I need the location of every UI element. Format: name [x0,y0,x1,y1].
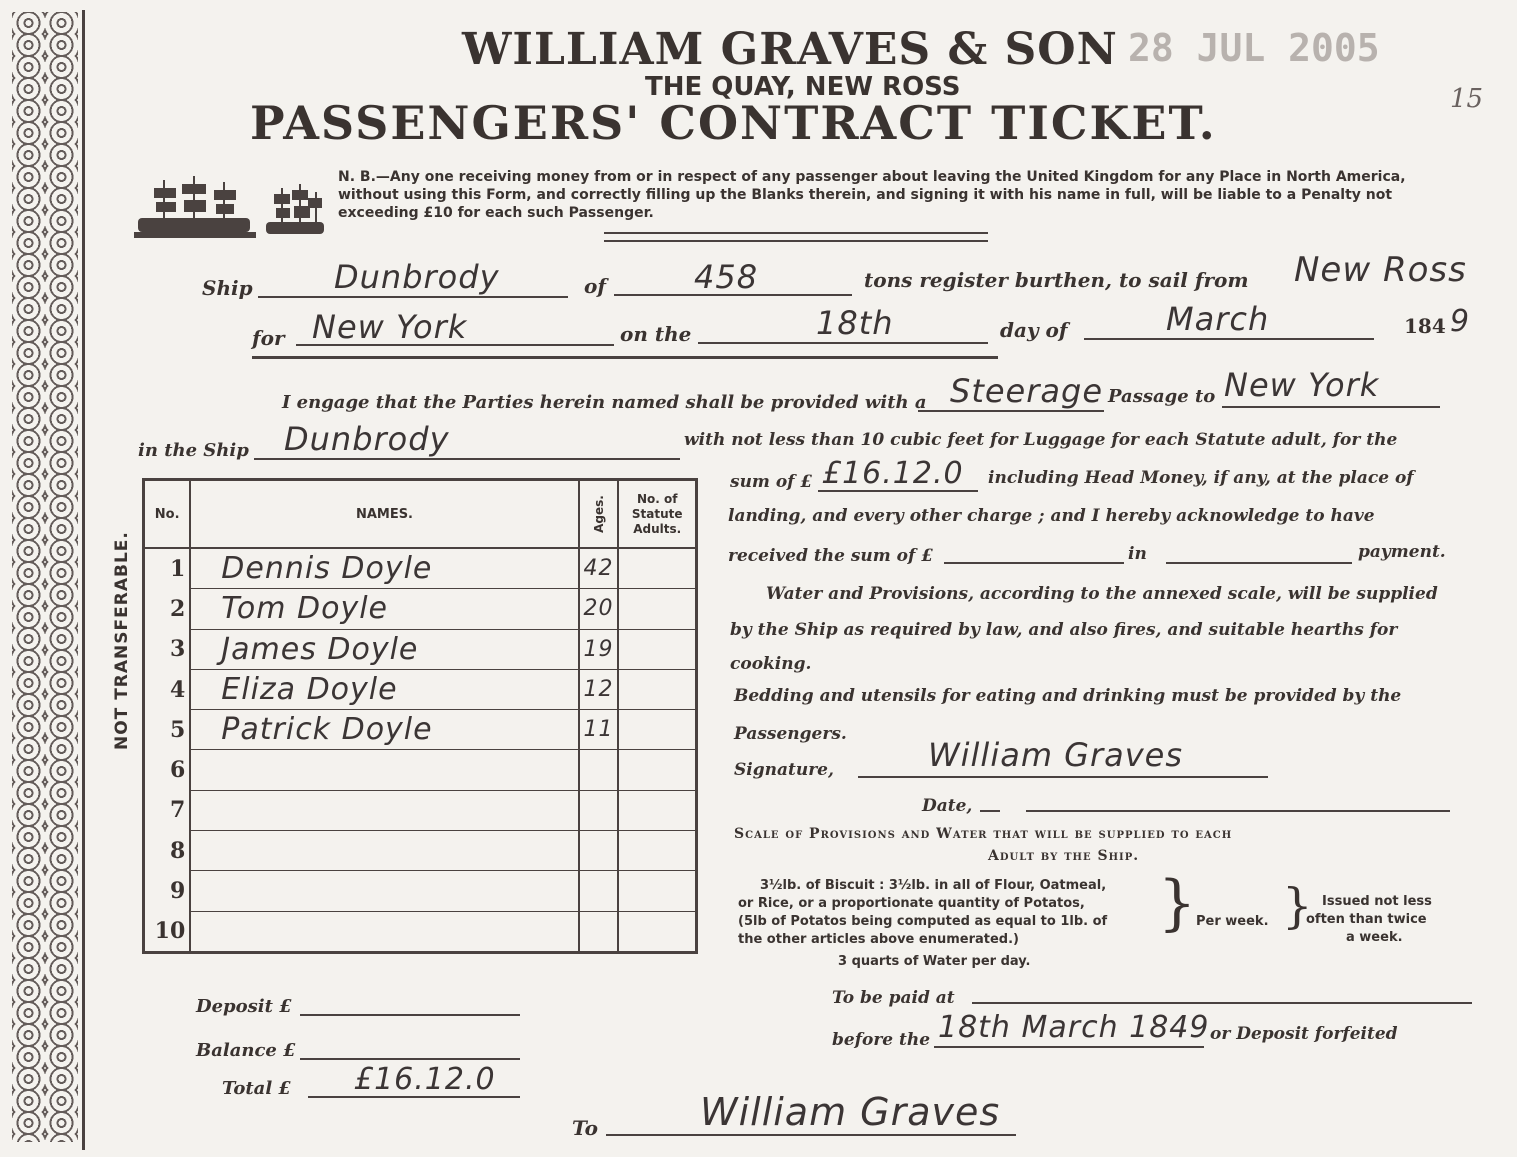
brace: } [1282,878,1313,934]
month-line [1084,338,1374,340]
in-ship-line [254,458,680,460]
scale-line: or Rice, or a proportionate quantity of Potatos, [738,896,1085,911]
passenger-name [190,750,578,790]
passenger-name: Patrick Doyle [190,710,578,750]
recipient-name: William Graves [700,1090,1001,1134]
statute-adults [618,548,696,589]
to-label: To [572,1116,598,1140]
signature-line [858,776,1268,778]
passenger-age [579,911,619,952]
statute-adults [618,669,696,709]
by-ship-text: by the Ship as required by law, and also fires, and suitable hearths for [730,620,1398,640]
passenger-name [190,830,578,870]
received-line [944,562,1124,564]
engagement-intro: I engage that the Parties herein named shall be provided with a [282,392,927,413]
year-prefix: 184 [1404,314,1446,338]
table-row [144,548,697,589]
passage-to-line [1222,406,1440,408]
on-the-label: on the [620,322,692,346]
ages-header: Ages. [591,495,606,533]
sum-value: £16.12.0 [822,456,964,491]
signature-label: Signature, [734,760,834,780]
total-value: £16.12.0 [354,1062,496,1097]
passenger-name [190,871,578,911]
tons-label: tons register burthen, to sail from [864,268,1249,292]
corner-mark: 15 [1450,84,1484,114]
scale-heading-2: Adult by the Ship. [988,848,1140,864]
passenger-name: James Doyle [190,629,578,669]
row-number: 7 [144,790,191,830]
destination: New York [312,308,468,346]
paid-at-label: To be paid at [832,988,955,1008]
passenger-name [190,911,578,952]
passenger-age [579,830,619,870]
passenger-age: 42 [579,548,619,589]
to-line [606,1134,1016,1136]
issued-text: often than twice [1306,912,1427,927]
deposit-label: Deposit £ [196,996,292,1017]
notice-text: N. B.—Any one receiving money from or in respect of any passenger about leaving the United Kingdom for any Place in North America, without using this Form, and correctly filling up the Blanks therein, and signing it with his name in full, will be liable to a Penalty not exceeding £10 for each such Passenger. [338,169,1406,221]
passenger-age [579,750,619,790]
of-label: of [584,274,606,298]
firm-name: WILLIAM GRAVES & SON [462,24,1118,75]
table-row [144,710,697,750]
divider [252,356,998,359]
before-line [934,1046,1204,1048]
head-money-text: including Head Money, if any, at the place of [988,468,1414,488]
for-label: for [252,326,285,350]
class-line [918,410,1104,412]
passage-class: Steerage [950,372,1103,410]
passenger-name: Eliza Doyle [190,669,578,709]
table-row [144,830,697,870]
statute-adults [618,871,696,911]
passenger-age: 11 [579,710,619,750]
in-ship-name: Dunbrody [284,420,450,458]
balance-line [300,1058,520,1060]
bedding-text: Bedding and utensils for eating and drinking must be provided by the [734,686,1402,706]
table-row [144,790,697,830]
forfeit-label: or Deposit forfeited [1210,1024,1398,1044]
before-label: before the [832,1030,931,1050]
scale-line: (5lb of Potatos being computed as equal to 1lb. of [738,914,1108,929]
passenger-age [579,871,619,911]
col-names: NAMES. [190,480,578,549]
year-digit: 9 [1450,304,1471,339]
passenger-age: 12 [579,669,619,709]
ship-name: Dunbrody [334,258,500,296]
passage-destination: New York [1224,366,1380,404]
statute-adults [618,710,696,750]
scale-heading: Scale of Provisions and Water that will be supplied to each [734,826,1233,842]
row-number: 3 [144,629,191,669]
col-no: No. [144,480,191,549]
luggage-text: with not less than 10 cubic feet for Luggage for each Statute adult, for the [684,430,1398,450]
passengers-text: Passengers. [734,724,847,744]
decorative-border [12,12,78,1142]
passenger-age [579,790,619,830]
per-week: Per week. [1196,914,1269,929]
total-label: Total £ [222,1078,291,1099]
payment-label: payment. [1358,542,1446,562]
scale-line: 3 quarts of Water per day. [838,954,1031,969]
divider [604,232,988,234]
date-line [1026,810,1450,812]
table-row [144,911,697,952]
ships-illustration [134,174,330,244]
passenger-age: 19 [579,629,619,669]
col-ages [579,480,619,549]
statute-adults [618,830,696,870]
statute-adults [618,750,696,790]
border-rule [82,10,85,1150]
not-transferable-label: NOT TRANSFERABLE. [112,531,132,750]
passenger-table [142,478,698,954]
statute-adults [618,911,696,952]
departure-port: New Ross [1294,250,1467,290]
deposit-line [300,1014,520,1016]
row-number: 6 [144,750,191,790]
sum-label: sum of £ [730,472,813,492]
col-adults: No. of Statute Adults. [618,480,696,549]
issued-text: a week. [1346,930,1403,945]
table-row [144,750,697,790]
signature: William Graves [928,736,1184,774]
passenger-age: 20 [579,589,619,629]
issued-text: Issued not less [1322,894,1432,909]
sail-day: 18th [816,304,894,342]
sail-month: March [1166,300,1270,338]
passenger-name [190,790,578,830]
payment-line [1166,562,1352,564]
due-date: 18th March 1849 [938,1010,1210,1045]
table-row [144,589,697,629]
document-title: PASSENGERS' CONTRACT TICKET. [250,96,1217,150]
day-of-label: day of [1000,318,1068,342]
brace: } [1158,868,1197,938]
cooking-text: cooking. [730,654,812,674]
day-line [698,342,988,344]
in-label: in [1128,544,1147,564]
table-row [144,871,697,911]
date-stamp: 28 JUL 2005 [1128,26,1380,70]
received-label: received the sum of £ [728,546,934,566]
row-number: 4 [144,669,191,709]
passage-to-label: Passage to [1108,386,1216,407]
firm-address: THE QUAY, NEW ROSS [645,72,961,102]
passenger-name: Tom Doyle [190,589,578,629]
scale-line: the other articles above enumerated.) [738,932,1019,947]
paid-at-line [972,1002,1472,1004]
ship-label: Ship [202,276,253,300]
passenger-name: Dennis Doyle [190,548,578,589]
in-ship-label: in the Ship [138,440,249,461]
date-line [980,810,1000,812]
balance-label: Balance £ [196,1040,296,1061]
row-number: 10 [144,911,191,952]
row-number: 9 [144,871,191,911]
row-number: 1 [144,548,191,589]
tons-value: 458 [694,258,759,296]
landing-text: landing, and every other charge ; and I hereby acknowledge to have [728,506,1375,526]
statute-adults [618,589,696,629]
ship-line [258,296,568,298]
table-row [144,629,697,669]
water-text: Water and Provisions, according to the annexed scale, will be supplied [766,584,1438,604]
scale-line: 3½lb. of Biscuit : 3½lb. in all of Flour, Oatmeal, [760,878,1107,893]
statute-adults [618,790,696,830]
table-row [144,669,697,709]
row-number: 5 [144,710,191,750]
row-number: 2 [144,589,191,629]
row-number: 8 [144,830,191,870]
statute-adults [618,629,696,669]
divider [604,240,988,242]
date-label: Date, [922,796,973,816]
